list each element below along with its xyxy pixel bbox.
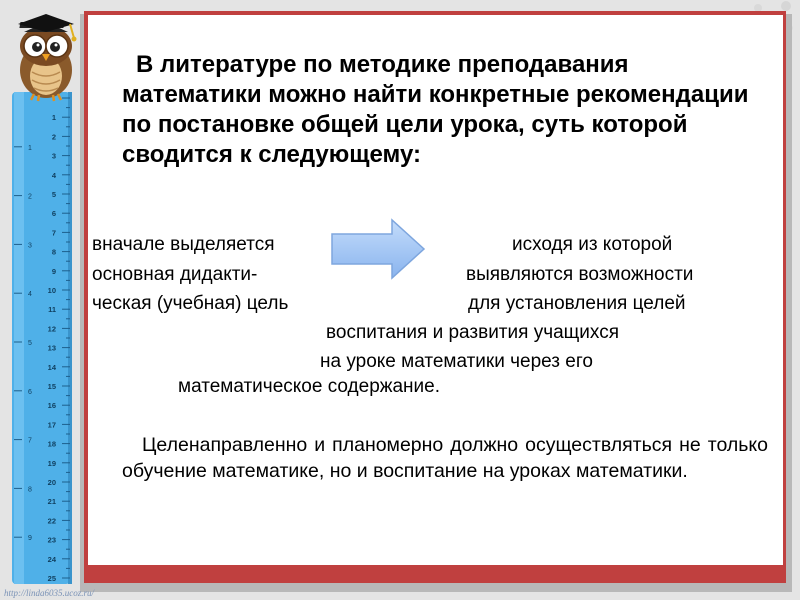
ruler-number: 16 (47, 401, 56, 411)
ruler-number: 8 (51, 247, 56, 257)
ruler-number: 10 (47, 286, 56, 295)
ruler-number: 21 (47, 497, 56, 507)
owl-with-graduation-cap-icon (8, 2, 84, 102)
ruler-inch-number: 5 (28, 340, 32, 347)
ruler-number: 1 (51, 113, 56, 123)
slide-heading-text: В литературе по методике преподавания математики можно найти конкретные рекомендации по постановке общей цели урока, суть которой сводится к следующему: (122, 51, 749, 168)
ruler-inch-number: 4 (28, 291, 32, 299)
ruler-number: 6 (51, 209, 56, 219)
left-line-1: вначале выделяется (92, 234, 275, 255)
slide-heading (122, 50, 762, 170)
ruler-inch-number: 7 (28, 437, 32, 445)
right-line-3: для установления целей (468, 293, 686, 314)
ruler-number: 7 (51, 228, 56, 238)
tail-line: математическое содержание. (178, 376, 441, 397)
ruler-inch-number: 8 (28, 486, 32, 494)
ruler-inch-number: 6 (28, 388, 32, 396)
ruler-number: 2 (51, 132, 56, 142)
ruler-number: 12 (47, 324, 56, 334)
ruler-number: 13 (47, 343, 56, 353)
ruler-number: 17 (47, 420, 56, 430)
ruler-number: 4 (51, 170, 56, 180)
ruler-number: 15 (47, 382, 56, 391)
footer-url[interactable]: http://linda6035.ucoz.ru/ (4, 588, 94, 598)
ruler-number: 23 (47, 535, 56, 545)
ruler-number: 14 (47, 362, 56, 372)
ruler-decoration (8, 92, 76, 584)
ruler-number: 19 (47, 458, 56, 468)
ruler-number: 9 (51, 266, 56, 276)
left-line-2: основная дидакти- (92, 264, 258, 285)
center-line-1: воспитания и развития учащихся (326, 322, 619, 343)
ruler-number: 18 (47, 439, 56, 449)
left-line-3: ческая (учебная) цель (92, 293, 289, 314)
right-line-2: выявляются возможности (466, 264, 694, 285)
ruler-inch-number: 2 (28, 193, 32, 201)
ruler-inch-number: 9 (28, 535, 32, 543)
right-arrow-icon (330, 218, 426, 280)
ruler-number: 24 (47, 554, 56, 564)
ruler-number: 11 (48, 305, 56, 315)
ruler-number: 3 (51, 151, 56, 161)
right-line-1: исходя из которой (512, 234, 673, 255)
ruler-number: 25 (47, 574, 56, 583)
closing-paragraph (122, 432, 768, 484)
ruler-number: 5 (51, 190, 56, 199)
center-line-2: на уроке математики через его (320, 351, 593, 372)
ruler-inch-number: 1 (28, 144, 32, 152)
ruler-number: 22 (47, 516, 56, 526)
closing-paragraph-text: Целенаправленно и планомерно должно осуществляться не только обучение математике, но и воспитание на уроках математики. (122, 434, 768, 482)
ruler-inch-number: 3 (28, 242, 32, 250)
ruler-number: 20 (47, 478, 56, 487)
